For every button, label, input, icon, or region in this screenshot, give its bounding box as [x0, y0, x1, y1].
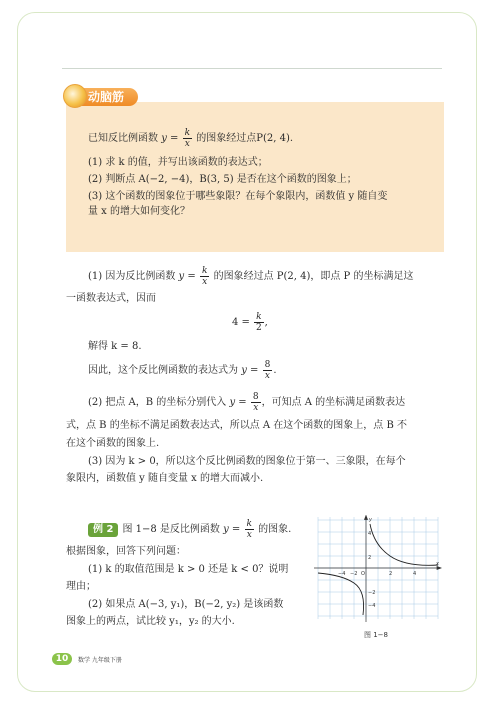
equation-4-k-2: 4 = $\frac{k}{2}$ , [232, 312, 268, 333]
fraction-k-over-x: $\frac{k}{x}$ [184, 128, 191, 149]
y-tick-neg4: −4 [368, 603, 376, 609]
lightbulb-icon [63, 84, 87, 108]
figure-1-8-graph [312, 515, 442, 623]
solution-1b: 一函数表达式，因而 [66, 293, 156, 304]
question-1: (1) 求 k 的值，并写出该函数的表达式； [88, 157, 268, 168]
question-3a: (3) 这个函数的图象位于哪些象限？在每个象限内，函数值 y 随自变 [88, 191, 388, 202]
solution-2b: 式，点 B 的坐标不满足函数表达式，所以点 A 在这个函数的图象上，点 B 不 [66, 420, 407, 431]
solution-3a: (3) 因为 k > 0，所以这个反比例函数的图象位于第一、三象限，在每个 [88, 456, 406, 467]
solution-2c: 在这个函数的图象上. [66, 438, 160, 449]
page-number: 10 [52, 653, 72, 665]
y-tick-2: 2 [368, 555, 372, 561]
x-axis-label: x [436, 561, 439, 567]
x-tick-4: 4 [413, 571, 417, 577]
question-3b: 量 x 的增大如何变化？ [88, 206, 190, 217]
example2-line6: 图象上的两点，试比较 y₁，y₂ 的大小. [66, 616, 235, 627]
book-title: 数学 九年级下册 [78, 657, 122, 664]
example2-line2: 根据图象，回答下列问题： [66, 546, 186, 557]
solution-1d: 因此，这个反比例函数的表达式为 y = $\frac{8}{x}$ . [88, 360, 277, 381]
curve-quadrant-3 [318, 573, 364, 615]
question-2: (2) 判断点 A(−2, −4)，B(3, 5) 是否在这个函数的图象上； [88, 174, 357, 185]
solution-3b: 象限内，函数值 y 随自变量 x 的增大而减小. [66, 473, 264, 484]
example2-line1: 例 2 图 1−8 是反比例函数 y = $\frac{k}{x}$ 的图象. [88, 519, 318, 540]
example2-line3: (1) k 的取值范围是 k > 0 还是 k < 0？说明 [88, 564, 289, 575]
origin-label: O [361, 571, 365, 577]
example2-line4: 理由； [66, 581, 96, 592]
example2-line5: (2) 如果点 A(−3, y₁)，B(−2, y₂) 是该函数 [88, 599, 284, 610]
x-tick-neg2: −2 [350, 571, 358, 577]
problem-intro: 已知反比例函数 y = $\frac{k}{x}$ 的图象经过点P(2, 4). [88, 128, 294, 149]
example-2-badge: 例 2 [88, 523, 118, 537]
x-tick-neg4: −4 [338, 571, 346, 577]
solution-1c: 解得 k = 8. [88, 341, 142, 352]
y-axis-label: y [369, 517, 372, 523]
section-badge [66, 88, 138, 106]
axes [314, 516, 441, 623]
section-badge-label: 动脑筋 [88, 90, 125, 104]
y-tick-4: 4 [368, 531, 372, 537]
x-tick-2: 2 [389, 571, 393, 577]
figure-caption: 图 1−8 [364, 631, 388, 639]
curve-quadrant-1 [370, 524, 438, 565]
solution-1a: (1) 因为反比例函数 y = $\frac{k}{x}$ 的图象经过点 P(2, 4)，即点 P 的坐标满足这 [88, 266, 414, 287]
header-rule [62, 68, 442, 69]
solution-2a: (2) 把点 A，B 的坐标分别代入 y = $\frac{8}{x}$ ，可知点 A 的坐标满足函数表达 [88, 392, 406, 413]
y-tick-neg2: −2 [368, 590, 376, 596]
